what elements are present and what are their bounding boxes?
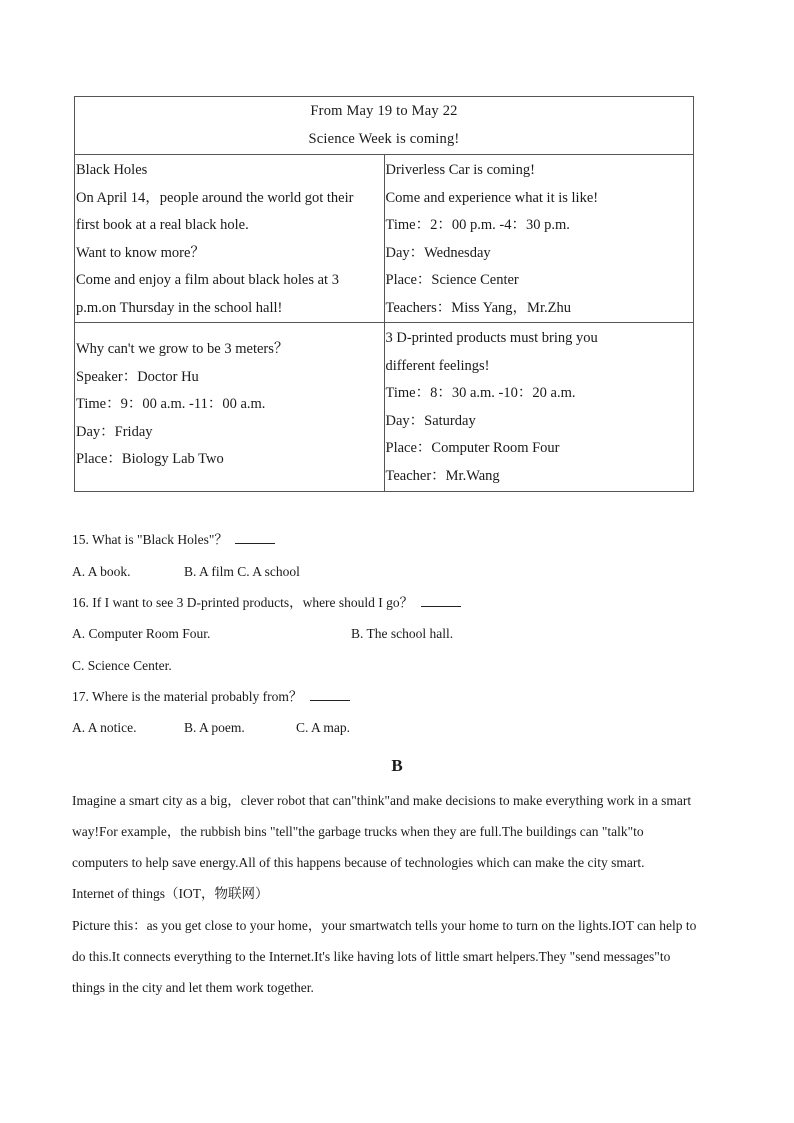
passage-line: way!For example，the rubbish bins "tell"the garbage trucks when they are full.The buildings can "talk"to <box>72 824 644 839</box>
question-17 <box>72 687 350 707</box>
event-line: 3 D-printed products must bring you <box>385 330 598 346</box>
passage-subheading: Internet of things（IOT，物联网） <box>72 886 269 901</box>
option-15-a[interactable]: A. A book. <box>72 564 131 579</box>
event-driverless-car <box>384 155 694 323</box>
answer-blank[interactable] <box>235 531 275 544</box>
event-line: Come and enjoy a film about black holes at 3 <box>76 272 339 288</box>
event-grow-3-meters <box>75 323 385 492</box>
event-line: Teachers：Miss Yang，Mr.Zhu <box>385 299 571 316</box>
science-week-notice <box>74 96 694 492</box>
section-b-title: B <box>391 756 403 775</box>
question-text: What is "Black Holes"？ <box>92 532 228 547</box>
notice-header <box>75 97 694 155</box>
event-line: different feelings! <box>385 357 490 374</box>
option-16-b[interactable]: B. The school hall. <box>351 626 454 641</box>
event-line: Time：8：30 a.m. -10：20 a.m. <box>385 385 576 401</box>
event-line: Driverless Car is coming! <box>385 162 535 178</box>
question-text: Where is the material probably from？ <box>92 689 303 704</box>
passage-line: things in the city and let them work together. <box>72 980 314 995</box>
question-number: 16. <box>72 595 89 610</box>
passage-line: Picture this：as you get close to your home，your smartwatch tells your home to turn on the lights.IOT can help to <box>72 918 697 933</box>
event-3d-printed <box>384 323 694 492</box>
event-line: Teacher：Mr.Wang <box>385 467 500 484</box>
event-line: Day：Friday <box>76 423 153 440</box>
question-text: If I want to see 3 D-printed products，where should I go？ <box>92 595 414 610</box>
notice-date-range: From May 19 to May 22 <box>310 103 458 119</box>
event-line: p.m.on Thursday in the school hall! <box>76 299 283 316</box>
option-15-b[interactable]: B. A film C. A school <box>184 564 300 579</box>
answer-blank[interactable] <box>310 688 350 701</box>
option-17-c[interactable]: C. A map. <box>296 720 351 735</box>
event-black-holes <box>75 155 385 323</box>
passage-line: Imagine a smart city as a big，clever robot that can"think"and make decisions to make everything work in a smart <box>72 793 692 808</box>
question-15 <box>72 530 275 550</box>
event-line: Why can't we grow to be 3 meters？ <box>76 341 289 357</box>
answer-blank[interactable] <box>421 594 461 607</box>
event-line: Want to know more？ <box>76 244 205 261</box>
option-16-a[interactable]: A. Computer Room Four. <box>72 626 211 641</box>
question-number: 15. <box>72 532 89 547</box>
option-17-b[interactable]: B. A poem. <box>184 720 245 735</box>
event-line: Time：9：00 a.m. -11：00 a.m. <box>76 396 266 412</box>
event-line: Black Holes <box>76 162 148 178</box>
option-16-c[interactable]: C. Science Center. <box>72 658 172 673</box>
passage-line: do this.It connects everything to the Internet.It's like having lots of little smart helpers.They "send messages"to <box>72 949 671 964</box>
question-number: 17. <box>72 689 89 704</box>
event-line: Place：Science Center <box>385 272 519 288</box>
event-line: Come and experience what it is like! <box>385 189 599 206</box>
event-line: Time：2：00 p.m. -4：30 p.m. <box>385 217 570 233</box>
event-line: Day：Wednesday <box>385 244 491 261</box>
event-line: Speaker：Doctor Hu <box>76 368 199 385</box>
notice-headline: Science Week is coming! <box>308 130 460 147</box>
event-line: first book at a real black hole. <box>76 217 249 233</box>
event-line: Place：Computer Room Four <box>385 440 560 456</box>
option-17-a[interactable]: A. A notice. <box>72 720 137 735</box>
event-line: Day：Saturday <box>385 412 476 429</box>
event-line: Place：Biology Lab Two <box>76 451 224 467</box>
event-line: On April 14，people around the world got their <box>76 189 354 206</box>
passage-line: computers to help save energy.All of this happens because of technologies which can make the city smart. <box>72 855 645 870</box>
question-16 <box>72 593 461 613</box>
